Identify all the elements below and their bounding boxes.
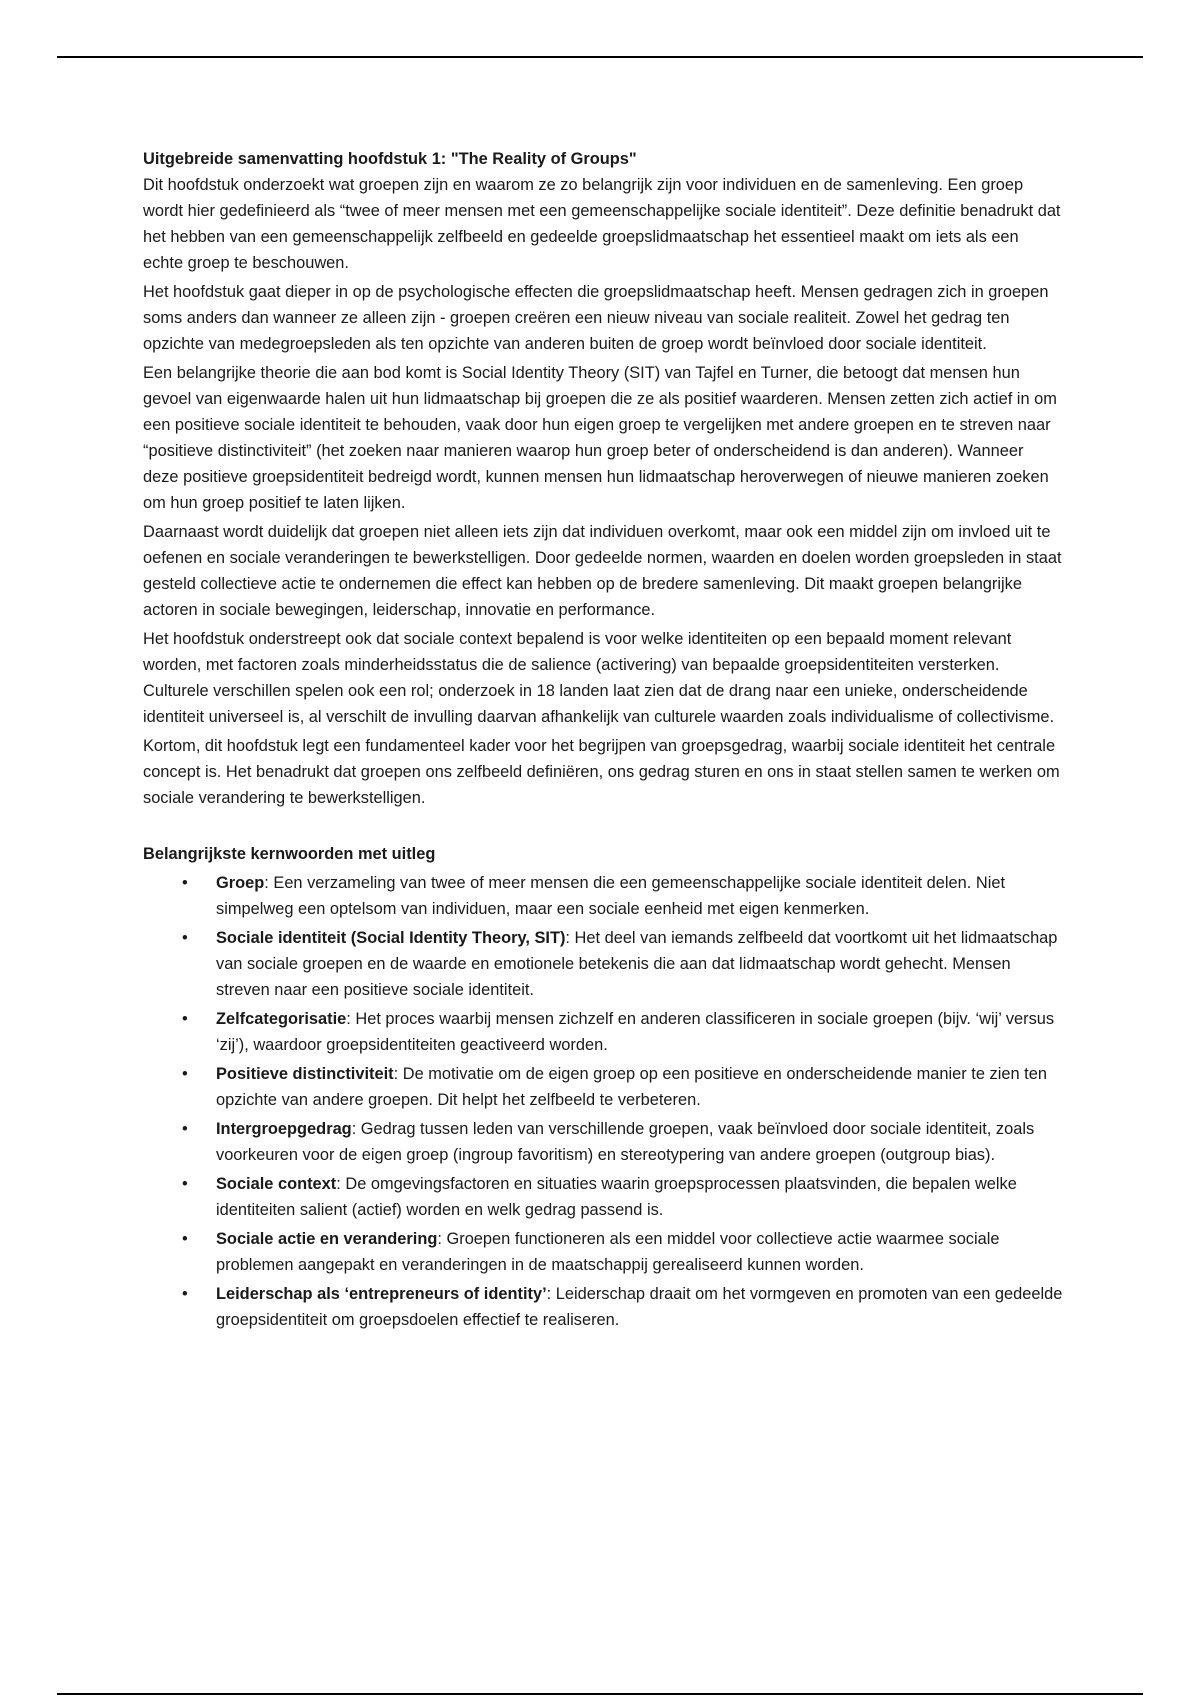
bullet-icon: • — [182, 1175, 188, 1193]
bullet-icon: • — [182, 1010, 188, 1028]
summary-paragraph: Dit hoofdstuk onderzoekt wat groepen zijn en waarom ze zo belangrijk zijn voor individuen en de samenleving. Een groep wordt hier gedefinieerd als “twee of meer mensen met een gemeenschappelijke sociale identiteit”. Deze definitie benadrukt dat het hebben van een gemeenschappelijk zelfbeeld en gedeelde groepslidmaatschap het essentieel maakt om iets als een echte groep te beschouwen. — [143, 176, 1061, 272]
keyword-term: Sociale identiteit (Social Identity Theory, SIT) — [216, 929, 566, 947]
keyword-item — [143, 1281, 1063, 1333]
bullet-icon: • — [182, 1230, 188, 1248]
keyword-definition: : Een verzameling van twee of meer mensen die een gemeenschappelijke sociale identiteit delen. Niet simpelweg een optelsom van individuen, maar een sociale eenheid met eigen kenmerken. — [216, 874, 1006, 918]
bottom-rule — [57, 1693, 1143, 1695]
bullet-icon: • — [182, 1065, 188, 1083]
keyword-definition: : Het proces waarbij mensen zichzelf en anderen classificeren in sociale groepen (bijv. ‘wij’ versus ‘zij’), waardoor groepsidentiteiten geactiveerd worden. — [216, 1010, 1055, 1054]
keyword-item — [143, 1226, 1063, 1278]
keyword-item — [143, 870, 1063, 922]
keyword-term: Intergroepgedrag — [216, 1120, 352, 1138]
keywords-list — [143, 870, 1063, 1333]
keyword-item — [143, 925, 1063, 1003]
keyword-item — [143, 1116, 1063, 1168]
summary-paragraph: Kortom, dit hoofdstuk legt een fundamenteel kader voor het begrijpen van groepsgedrag, waarbij sociale identiteit het centrale concept is. Het benadrukt dat groepen ons zelfbeeld definiëren, ons gedrag sturen en ons in staat stellen samen te werken om sociale verandering te bewerkstelligen. — [143, 737, 1060, 807]
keyword-definition: : Het deel van iemands zelfbeeld dat voortkomt uit het lidmaatschap van sociale groepen en de waarde en emotionele betekenis die aan dat lidmaatschap wordt gehecht. Mensen streven naar een positieve sociale identiteit. — [216, 929, 1058, 999]
keyword-definition: : De omgevingsfactoren en situaties waarin groepsprocessen plaatsvinden, die bepalen welke identiteiten salient (actief) worden en welk gedrag passend is. — [216, 1175, 1017, 1219]
bullet-icon: • — [182, 929, 188, 947]
summary-paragraph: Het hoofdstuk onderstreept ook dat sociale context bepalend is voor welke identiteiten op een bepaald moment relevant worden, met factoren zoals minderheidsstatus die de salience (activering) van bepaalde groepsidentiteiten versterken. Culturele verschillen spelen ook een rol; onderzoek in 18 landen laat zien dat de drang naar een unieke, onderscheidende identiteit universeel is, al verschilt de invulling daarvan afhankelijk van culturele waarden zoals individualisme of collectivisme. — [143, 630, 1055, 726]
keyword-item — [143, 1171, 1063, 1223]
keyword-term: Positieve distinctiviteit — [216, 1065, 394, 1083]
keywords-title: Belangrijkste kernwoorden met uitleg — [143, 845, 436, 863]
keyword-definition: : Groepen functioneren als een middel voor collectieve actie waarmee sociale problemen aangepakt en veranderingen in de maatschappij gerealiseerd kunnen worden. — [216, 1230, 1000, 1274]
bullet-icon: • — [182, 874, 188, 892]
keyword-definition: : Leiderschap draait om het vormgeven en promoten van een gedeelde groepsidentiteit om groepsdoelen effectief te realiseren. — [216, 1285, 1063, 1329]
keyword-definition: : Gedrag tussen leden van verschillende groepen, vaak beïnvloed door sociale identiteit, zoals voorkeuren voor de eigen groep (ingroup favoritism) en stereotypering van andere groepen (outgroup bias). — [216, 1120, 1035, 1164]
keyword-item — [143, 1006, 1063, 1058]
summary-paragraph: Het hoofdstuk gaat dieper in op de psychologische effecten die groepslidmaatschap heeft. Mensen gedragen zich in groepen soms anders dan wanneer ze alleen zijn - groepen creëren een nieuw niveau van sociale realiteit. Zowel het gedrag ten opzichte van medegroepsleden als ten opzichte van anderen buiten de groep wordt beïnvloed door sociale identiteit. — [143, 283, 1049, 353]
bullet-icon: • — [182, 1120, 188, 1138]
summary-paragraph: Een belangrijke theorie die aan bod komt is Social Identity Theory (SIT) van Tajfel en Turner, die betoogt dat mensen hun gevoel van eigenwaarde halen uit hun lidmaatschap bij groepen die ze als positief waarderen. Mensen zetten zich actief in om een positieve sociale identiteit te behouden, vaak door hun eigen groep te vergelijken met andere groepen en te streven naar “positieve distinctiviteit” (het zoeken naar manieren waarop hun groep beter of onderscheidend is dan anderen). Wanneer deze positieve groepsidentiteit bedreigd wordt, kunnen mensen hun lidmaatschap heroverwegen of nieuwe manieren zoeken om hun groep positief te laten lijken. — [143, 364, 1057, 512]
bullet-icon: • — [182, 1285, 188, 1303]
keyword-term: Sociale actie en verandering — [216, 1230, 438, 1248]
keyword-term: Leiderschap als ‘entrepreneurs of identity’ — [216, 1285, 547, 1303]
summary-paragraph: Daarnaast wordt duidelijk dat groepen niet alleen iets zijn dat individuen overkomt, maar ook een middel zijn om invloed uit te oefenen en sociale veranderingen te bewerkstelligen. Door gedeelde normen, waarden en doelen worden groepsleden in staat gesteld collectieve actie te ondernemen die effect kan hebben op de bredere samenleving. Dit maakt groepen belangrijke actoren in sociale bewegingen, leiderschap, innovatie en performance. — [143, 523, 1062, 619]
keyword-term: Groep — [216, 874, 265, 892]
keyword-definition: : De motivatie om de eigen groep op een positieve en onderscheidende manier te zien ten opzichte van andere groepen. Dit helpt het zelfbeeld te verbeteren. — [216, 1065, 1047, 1109]
top-rule — [57, 56, 1143, 58]
keyword-item — [143, 1061, 1063, 1113]
document-body — [143, 146, 1063, 1336]
keyword-term: Sociale context — [216, 1175, 337, 1193]
keyword-term: Zelfcategorisatie — [216, 1010, 347, 1028]
summary-title: Uitgebreide samenvatting hoofdstuk 1: "The Reality of Groups" — [143, 150, 637, 168]
